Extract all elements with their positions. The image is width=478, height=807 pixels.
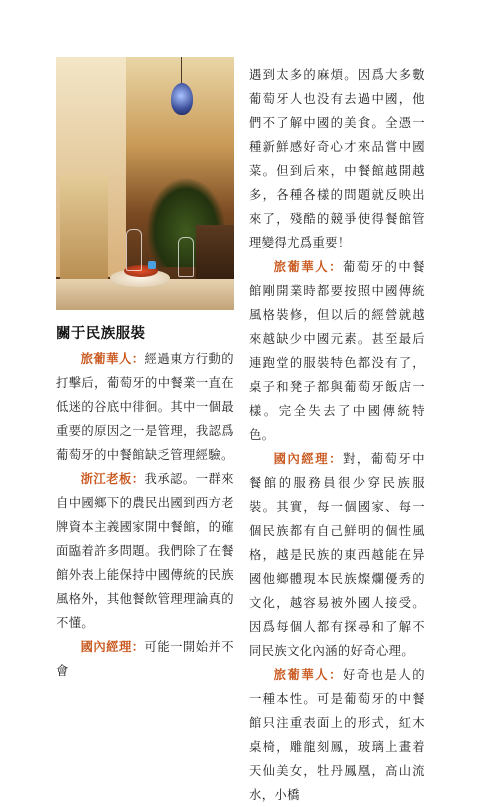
paragraph: [56, 635, 234, 683]
photo-candle: [148, 261, 156, 269]
speaker-label: 國內經理：: [273, 451, 343, 466]
right-column: [249, 63, 425, 807]
paragraph-text: 經過東方行動的打擊后，葡萄牙的中餐業一直在低迷的谷底中徘徊。其中一個最重要的原因之一是管理，我認爲葡萄牙的中餐館缺乏管理經驗。: [56, 352, 234, 462]
speaker-label: 旅葡華人：: [273, 259, 343, 274]
speaker-label: 國內經理：: [80, 639, 145, 654]
left-column: [56, 323, 234, 683]
paragraph: [56, 467, 234, 635]
speaker-label: 旅葡華人：: [273, 667, 343, 682]
restaurant-photo: [56, 57, 234, 310]
paragraph-text: 遇到太多的麻煩。因爲大多數葡萄牙人也没有去過中國，他們不了解中國的美食。全憑一種新鮮感好奇心才來品嘗中國菜。但到后來，中餐館越開越多，各種各樣的問題就反映出來了，殘酷的競爭使得餐館管理變得尤爲重要！: [249, 68, 425, 250]
photo-wine-glass: [126, 229, 142, 271]
paragraph: [249, 63, 425, 255]
photo-cabinet: [60, 175, 108, 285]
speaker-label: 浙江老板：: [80, 471, 145, 486]
paragraph-text: 對，葡萄牙中餐館的服務員很少穿民族服裝。其實，每一個國家、每一個民族都有自己鮮明的個性風格，越是民族的東西越能在异國他鄉體現本民族燦爛優秀的文化，越容易被外國人接受。因爲每個人都有探尋和了解不同民族文化內涵的好奇心理。: [249, 452, 425, 658]
paragraph-text: 好奇也是人的一種本性。可是葡萄牙的中餐館只注重表面上的形式，紅木桌椅，雕龍刻鳳，玻璃上畫着天仙美女，牡丹鳳凰，高山流水，小橋: [249, 668, 425, 802]
paragraph: [249, 447, 425, 663]
paragraph-text: 葡萄牙的中餐館剛開業時都要按照中國傳統風格裝修，但以后的經營就越來越缺少中國元素。甚至最后連跑堂的服裝特色都没有了，桌子和凳子都與葡萄牙飯店一樣。完全失去了中國傳統特色。: [249, 260, 425, 442]
paragraph-text: 可能一開始并不會: [56, 640, 234, 678]
paragraph: [249, 663, 425, 807]
photo-lamp: [171, 83, 193, 115]
section-heading: 關于民族服裝: [56, 325, 146, 342]
photo-wine-glass: [178, 237, 194, 277]
speaker-label: 旅葡華人：: [80, 351, 145, 366]
paragraph-text: 我承認。一群來自中國鄉下的農民出國到西方老牌資本主義國家開中餐館，的確面臨着許多問題。我們除了在餐館外表上能保持中國傳統的民族風格外，其他餐飲管理理論真的不懂。: [56, 472, 234, 630]
paragraph: [56, 347, 234, 467]
photo-lamp-cord: [181, 57, 182, 85]
paragraph: [249, 255, 425, 447]
